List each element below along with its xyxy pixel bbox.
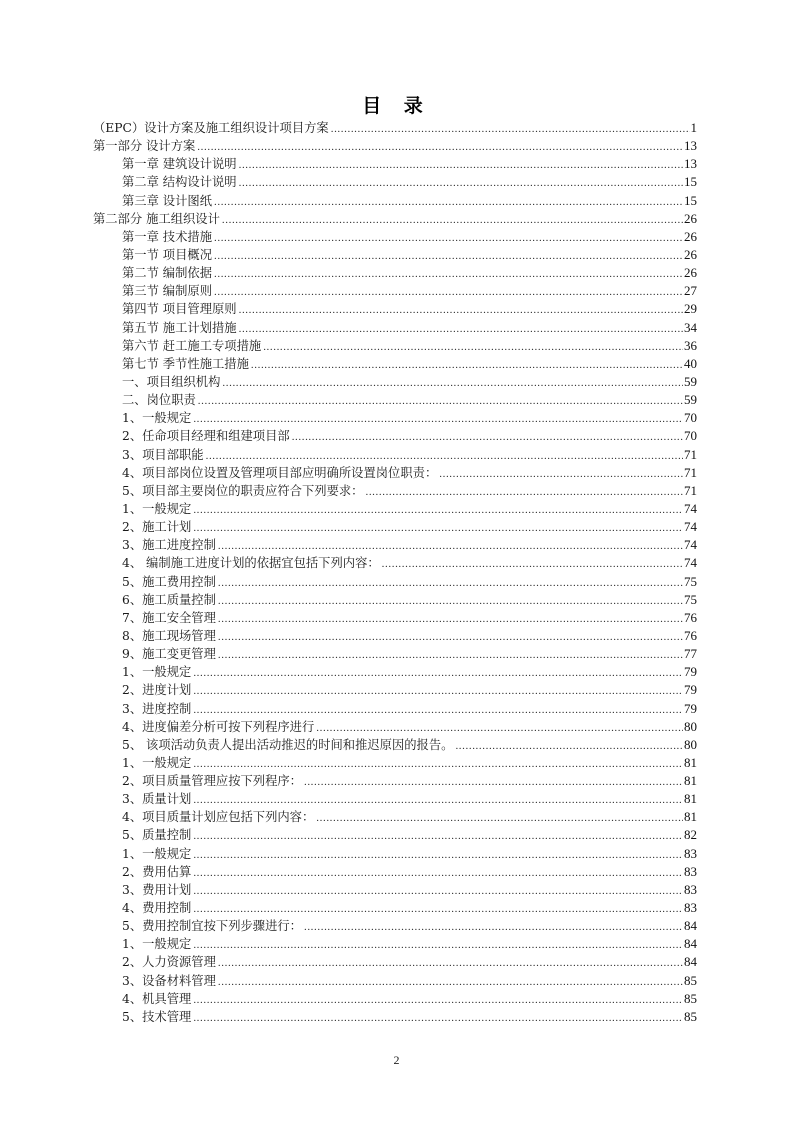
toc-entry-page-number: 59 xyxy=(684,392,697,408)
toc-entry[interactable] xyxy=(93,681,697,699)
toc-entry[interactable] xyxy=(93,826,697,844)
dot-leader xyxy=(218,646,683,664)
toc-entry-label: 2、费用估算 xyxy=(122,864,192,879)
toc-entry-page-number: 74 xyxy=(684,555,697,571)
toc-entry-page-number: 40 xyxy=(684,355,697,371)
toc-entry[interactable] xyxy=(93,446,697,464)
toc-entry-label: 第四节 项目管理原则 xyxy=(122,302,237,317)
toc-entry-label: 1、一般规定 xyxy=(122,411,192,426)
toc-entry-page-number: 79 xyxy=(684,664,697,680)
dot-leader xyxy=(197,138,683,156)
dot-leader xyxy=(263,338,683,356)
dot-leader xyxy=(193,827,683,845)
toc-entry-label: 1、一般规定 xyxy=(122,846,192,861)
toc-entry-label: 5、费用控制宜按下列步骤进行： xyxy=(122,919,302,934)
toc-entry-page-number: 74 xyxy=(684,537,697,553)
dot-leader xyxy=(218,537,683,555)
toc-entry-page-number: 83 xyxy=(684,863,697,879)
toc-entry[interactable] xyxy=(93,300,697,318)
toc-entry[interactable] xyxy=(93,881,697,899)
toc-entry-label: 二、岗位职责 xyxy=(122,393,196,408)
dot-leader xyxy=(222,374,683,392)
dot-leader xyxy=(218,592,683,610)
dot-leader xyxy=(382,555,683,573)
toc-entry[interactable] xyxy=(93,246,697,264)
toc-entry-page-number: 85 xyxy=(684,972,697,988)
toc-entry-label: 第五节 施工计划措施 xyxy=(122,320,237,335)
toc-entry-page-number: 83 xyxy=(684,900,697,916)
toc-entry-label: 第三节 编制原则 xyxy=(122,284,212,299)
toc-entry-page-number: 15 xyxy=(684,174,697,190)
dot-leader xyxy=(251,356,683,374)
toc-entry-label: 3、费用计划 xyxy=(122,882,192,897)
toc-entry-label: 3、设备材料管理 xyxy=(122,973,216,988)
toc-entry-page-number: 76 xyxy=(684,627,697,643)
toc-entry-label: 8、施工现场管理 xyxy=(122,628,216,643)
dot-leader xyxy=(218,610,683,628)
dot-leader xyxy=(193,882,683,900)
toc-entry-label: 1、一般规定 xyxy=(122,755,192,770)
toc-entry-label: 第一章 技术措施 xyxy=(122,229,212,244)
toc-entry-page-number: 26 xyxy=(684,210,697,226)
toc-entry[interactable] xyxy=(93,736,697,754)
toc-entry[interactable] xyxy=(93,863,697,881)
toc-entry-label: 3、施工进度控制 xyxy=(122,538,216,553)
toc-entry-page-number: 81 xyxy=(684,773,697,789)
dot-leader xyxy=(455,737,683,755)
toc-entry-page-number: 27 xyxy=(684,283,697,299)
toc-entry[interactable] xyxy=(93,808,697,826)
dot-leader xyxy=(193,410,683,428)
toc-entry-label: 7、施工安全管理 xyxy=(122,610,216,625)
dot-leader xyxy=(214,247,683,265)
toc-entry-page-number: 84 xyxy=(684,918,697,934)
dot-leader xyxy=(193,501,683,519)
toc-entry-label: （EPC）设计方案及施工组织设计项目方案 xyxy=(93,121,329,135)
toc-entry-page-number: 80 xyxy=(684,736,697,752)
toc-entry-label: 2、人力资源管理 xyxy=(122,955,216,970)
toc-entry-label: 3、质量计划 xyxy=(122,792,192,807)
dot-leader xyxy=(331,120,690,138)
toc-entry[interactable] xyxy=(93,935,697,953)
toc-entry[interactable] xyxy=(93,573,697,591)
toc-entry-page-number: 75 xyxy=(684,573,697,589)
toc-entry[interactable] xyxy=(93,500,697,518)
toc-entry[interactable] xyxy=(93,609,697,627)
dot-leader xyxy=(316,719,683,737)
dot-leader xyxy=(193,864,683,882)
dot-leader xyxy=(304,773,683,791)
toc-entry[interactable] xyxy=(93,282,697,300)
toc-entry[interactable] xyxy=(93,119,697,137)
toc-entry-label: 第一节 项目概况 xyxy=(122,247,212,262)
dot-leader xyxy=(193,701,683,719)
toc-entry-page-number: 79 xyxy=(684,682,697,698)
toc-entry-page-number: 84 xyxy=(684,954,697,970)
toc-entry-label: 第二节 编制依据 xyxy=(122,266,212,281)
toc-entry[interactable] xyxy=(93,264,697,282)
toc-entry[interactable] xyxy=(93,464,697,482)
toc-entry-label: 1、一般规定 xyxy=(122,665,192,680)
dot-leader xyxy=(198,392,683,410)
dot-leader xyxy=(193,791,683,809)
toc-entry-page-number: 76 xyxy=(684,609,697,625)
toc-entry-page-number: 34 xyxy=(684,319,697,335)
toc-entry[interactable] xyxy=(93,482,697,500)
dot-leader xyxy=(214,265,683,283)
toc-entry-label: 4、项目质量计划应包括下列内容： xyxy=(122,810,315,825)
toc-entry-page-number: 79 xyxy=(684,700,697,716)
toc-entry-label: 第一部分 设计方案 xyxy=(93,139,196,154)
toc-entry[interactable] xyxy=(93,155,697,173)
toc-entry-page-number: 84 xyxy=(684,936,697,952)
toc-entry[interactable] xyxy=(93,337,697,355)
toc-entry-label: 4、进度偏差分析可按下列程序进行 xyxy=(122,719,315,734)
toc-entry[interactable] xyxy=(93,210,697,228)
toc-entry-page-number: 71 xyxy=(684,446,697,462)
toc-entry[interactable] xyxy=(93,591,697,609)
toc-entry-label: 5、施工费用控制 xyxy=(122,574,216,589)
toc-entry-page-number: 83 xyxy=(684,881,697,897)
toc-entry-page-number: 26 xyxy=(684,265,697,281)
dot-leader xyxy=(206,447,683,465)
toc-entry-label: 5、质量控制 xyxy=(122,828,192,843)
toc-entry-page-number: 15 xyxy=(684,192,697,208)
toc-entry-page-number: 82 xyxy=(684,827,697,843)
toc-entry-page-number: 1 xyxy=(690,120,697,135)
toc-entry-page-number: 70 xyxy=(684,410,697,426)
dot-leader xyxy=(193,936,683,954)
toc-entry-label: 4、机具管理 xyxy=(122,991,192,1006)
toc-entry-page-number: 13 xyxy=(684,138,697,154)
toc-entry[interactable] xyxy=(93,627,697,645)
toc-entry[interactable] xyxy=(93,790,697,808)
toc-entry-label: 2、施工计划 xyxy=(122,520,192,535)
toc-entry[interactable] xyxy=(93,536,697,554)
toc-entry-page-number: 81 xyxy=(684,809,697,825)
toc-entry[interactable] xyxy=(93,173,697,191)
toc-entry-page-number: 71 xyxy=(684,464,697,480)
toc-entry-page-number: 81 xyxy=(684,791,697,807)
toc-entry[interactable] xyxy=(93,700,697,718)
toc-entry[interactable] xyxy=(93,554,697,572)
toc-entry-page-number: 59 xyxy=(684,373,697,389)
dot-leader xyxy=(439,465,683,483)
dot-leader xyxy=(193,664,683,682)
toc-entry-label: 3、进度控制 xyxy=(122,701,192,716)
toc-entry-page-number: 77 xyxy=(684,646,697,662)
toc-entry-label: 5、项目部主要岗位的职责应符合下列要求： xyxy=(122,483,364,498)
dot-leader xyxy=(218,973,683,991)
toc-entry-label: 2、任命项目经理和组建项目部 xyxy=(122,429,290,444)
dot-leader xyxy=(365,483,683,501)
dot-leader xyxy=(218,628,683,646)
toc-entry[interactable] xyxy=(93,228,697,246)
dot-leader xyxy=(239,301,683,319)
dot-leader xyxy=(316,809,683,827)
toc-entry-page-number: 85 xyxy=(684,1008,697,1024)
toc-entry-label: 1、一般规定 xyxy=(122,937,192,952)
dot-leader xyxy=(239,320,683,338)
toc-entry-page-number: 80 xyxy=(684,718,697,734)
toc-entry[interactable] xyxy=(93,899,697,917)
toc-entry-page-number: 71 xyxy=(684,482,697,498)
toc-entry[interactable] xyxy=(93,427,697,445)
table-of-contents xyxy=(93,119,697,1026)
dot-leader xyxy=(292,428,683,446)
dot-leader xyxy=(193,755,683,773)
dot-leader xyxy=(193,991,683,1009)
toc-entry-label: 第七节 季节性施工措施 xyxy=(122,356,249,371)
toc-entry-page-number: 36 xyxy=(684,337,697,353)
dot-leader xyxy=(193,682,683,700)
toc-entry-page-number: 83 xyxy=(684,845,697,861)
toc-entry-label: 3、项目部职能 xyxy=(122,447,204,462)
toc-entry-label: 第三章 设计图纸 xyxy=(122,193,212,208)
toc-entry[interactable] xyxy=(93,137,697,155)
dot-leader xyxy=(239,156,683,174)
toc-entry[interactable] xyxy=(93,319,697,337)
dot-leader xyxy=(218,954,683,972)
dot-leader xyxy=(214,229,683,247)
toc-entry-label: 2、项目质量管理应按下列程序： xyxy=(122,774,302,789)
toc-entry[interactable] xyxy=(93,663,697,681)
dot-leader xyxy=(218,574,683,592)
toc-entry[interactable] xyxy=(93,772,697,790)
toc-entry-page-number: 74 xyxy=(684,519,697,535)
toc-entry-label: 第六节 赶工施工专项措施 xyxy=(122,338,262,353)
toc-entry[interactable] xyxy=(93,718,697,736)
toc-entry-label: 第一章 建筑设计说明 xyxy=(122,157,237,172)
dot-leader xyxy=(193,846,683,864)
toc-entry-page-number: 74 xyxy=(684,500,697,516)
dot-leader xyxy=(304,918,683,936)
toc-entry-page-number: 85 xyxy=(684,990,697,1006)
toc-entry-label: 第二章 结构设计说明 xyxy=(122,175,237,190)
toc-entry[interactable] xyxy=(93,972,697,990)
toc-entry-label: 第二部分 施工组织设计 xyxy=(93,211,220,226)
toc-entry-label: 4、 编制施工进度计划的依据宜包括下列内容： xyxy=(122,556,380,571)
toc-entry-label: 一、项目组织机构 xyxy=(122,374,221,389)
toc-entry[interactable] xyxy=(93,990,697,1008)
toc-entry[interactable] xyxy=(93,1008,697,1026)
toc-entry[interactable] xyxy=(93,391,697,409)
page-number: 2 xyxy=(393,1053,400,1067)
dot-leader xyxy=(214,283,683,301)
dot-leader xyxy=(214,193,683,211)
toc-entry-page-number: 26 xyxy=(684,228,697,244)
toc-entry[interactable] xyxy=(93,645,697,663)
toc-entry-page-number: 81 xyxy=(684,754,697,770)
toc-entry[interactable] xyxy=(93,518,697,536)
toc-entry-page-number: 70 xyxy=(684,428,697,444)
toc-entry[interactable] xyxy=(93,953,697,971)
toc-entry[interactable] xyxy=(93,917,697,935)
toc-entry-label: 4、费用控制 xyxy=(122,901,192,916)
dot-leader xyxy=(193,900,683,918)
dot-leader xyxy=(193,519,683,537)
dot-leader xyxy=(193,1009,683,1027)
toc-entry-label: 5、 该项活动负责人提出活动推迟的时间和推迟原因的报告。 xyxy=(122,737,454,752)
toc-entry-label: 6、施工质量控制 xyxy=(122,592,216,607)
toc-entry-label: 4、项目部岗位设置及管理项目部应明确所设置岗位职责： xyxy=(122,465,438,480)
toc-entry[interactable] xyxy=(93,409,697,427)
toc-entry-page-number: 29 xyxy=(684,301,697,317)
toc-entry-label: 2、进度计划 xyxy=(122,683,192,698)
toc-entry[interactable] xyxy=(93,373,697,391)
toc-entry-label: 5、技术管理 xyxy=(122,1009,192,1024)
toc-entry-label: 9、施工变更管理 xyxy=(122,647,216,662)
toc-title: 目 录 xyxy=(362,95,431,117)
toc-entry[interactable] xyxy=(93,355,697,373)
dot-leader xyxy=(239,174,683,192)
toc-entry-page-number: 26 xyxy=(684,246,697,262)
toc-entry[interactable] xyxy=(93,754,697,772)
dot-leader xyxy=(222,211,683,229)
toc-entry-page-number: 13 xyxy=(684,156,697,172)
toc-entry[interactable] xyxy=(93,192,697,210)
toc-entry[interactable] xyxy=(93,845,697,863)
toc-entry-page-number: 75 xyxy=(684,591,697,607)
toc-entry-label: 1、一般规定 xyxy=(122,501,192,516)
